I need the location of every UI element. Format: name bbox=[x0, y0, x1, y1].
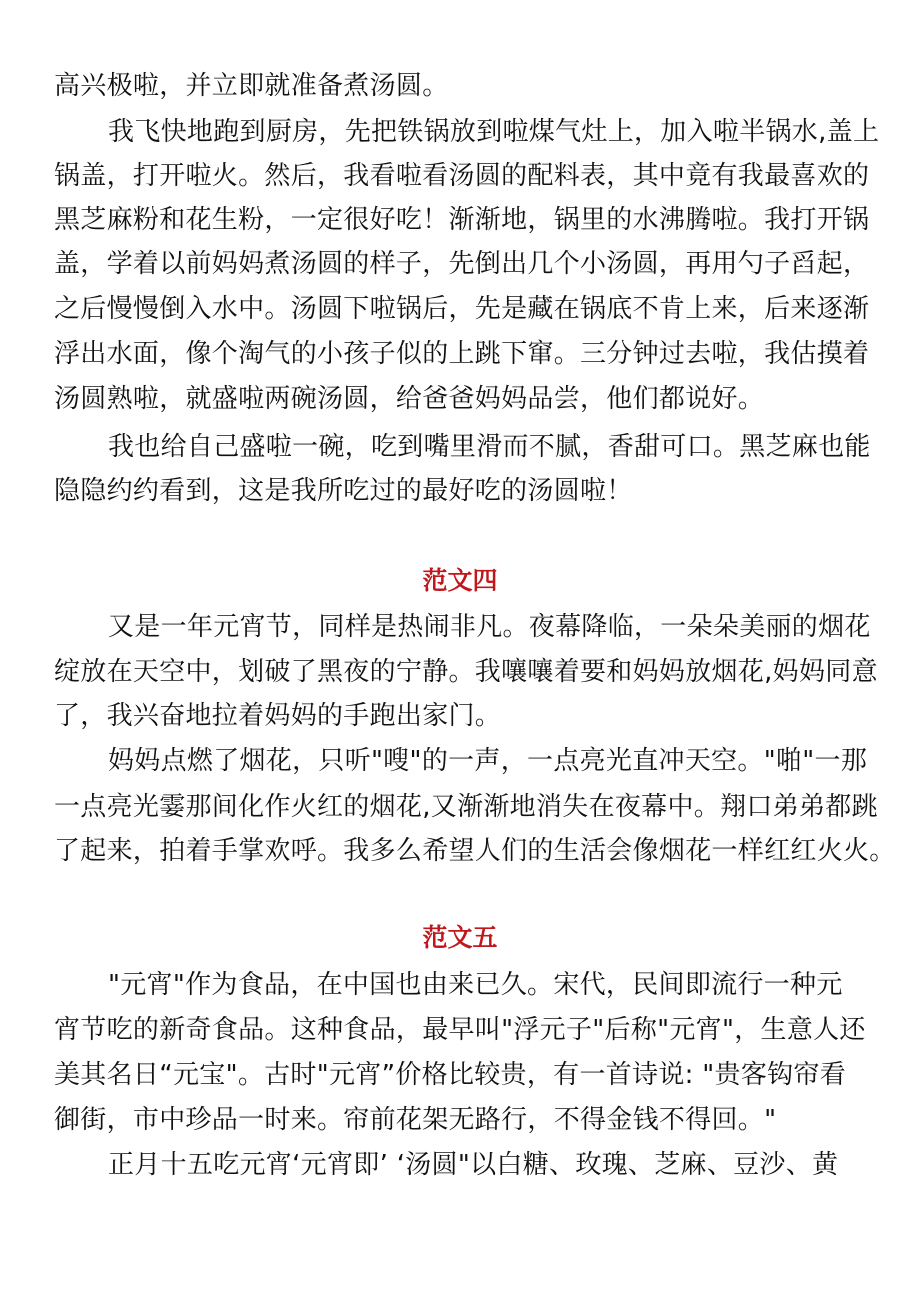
paragraph-line: 正月十五吃元宵‘元宵即’ ‘汤圆"以白糖、玫瑰、芝麻、豆沙、黄 bbox=[108, 1150, 839, 1180]
paragraph-line: 汤圆熟啦，就盛啦两碗汤圆，给爸爸妈妈品尝，他们都说好。 bbox=[54, 384, 765, 414]
paragraph-line: 锅盖，打开啦火。然后，我看啦看汤圆的配料表，其中竟有我最喜欢的 bbox=[54, 161, 870, 191]
paragraph-line: 了，我兴奋地拉着妈妈的手跑出家门。 bbox=[54, 701, 502, 731]
paragraph-line: 了起来，拍着手掌欢呼。我多么希望人们的生活会像烟花一样红红火火。 bbox=[54, 836, 896, 866]
paragraph-line: 又是一年元宵节，同样是热闹非凡。夜幕降临，一朵朵美丽的烟花 bbox=[108, 612, 871, 642]
paragraph-line: 之后慢慢倒入水中。汤圆下啦锅后，先是藏在锅底不肯上来，后来逐渐 bbox=[54, 294, 870, 324]
paragraph-line: 高兴极啦，并立即就准备煮汤圆。 bbox=[54, 71, 449, 101]
paragraph-line: 盖，学着以前妈妈煮汤圆的样子，先倒出几个小汤圆，再用勺子舀起， bbox=[54, 249, 870, 279]
paragraph-line: 宵节吃的新奇食品。这种食品，最早叫"浮元子"后称"元宵"，生意人还 bbox=[54, 1015, 866, 1045]
paragraph-line: 妈妈点燃了烟花，只听"嗖"的一声，一点亮光直冲天空。"啪"一那 bbox=[108, 746, 868, 776]
paragraph-line: 我也给自己盛啦一碗，吃到嘴里滑而不腻，香甜可口。黑芝麻也能 bbox=[108, 432, 871, 462]
section-heading: 范文四 bbox=[422, 566, 498, 595]
paragraph-line: 御街，市中珍品一时来。帘前花架无路行，不得金钱不得回。" bbox=[54, 1105, 777, 1135]
paragraph-line: 绽放在天空中，划破了黑夜的宁静。我嚷嚷着要和妈妈放烟花,妈妈同意 bbox=[54, 657, 878, 687]
paragraph-line: 浮出水面，像个淘气的小孩子似的上跳下窜。三分钟过去啦，我估摸着 bbox=[54, 339, 870, 369]
paragraph-line: 黑芝麻粉和花生粉，一定很好吃！渐渐地，锅里的水沸腾啦。我打开锅 bbox=[54, 205, 870, 235]
section-heading: 范文五 bbox=[422, 923, 498, 952]
paragraph-line: 一点亮光霎那间化作火红的烟花,又渐渐地消失在夜幕中。翔口弟弟都跳 bbox=[54, 792, 878, 822]
paragraph-line: "元宵"作为食品，在中国也由来已久。宋代，民间即流行一种元 bbox=[108, 970, 843, 1000]
paragraph-line: 我飞快地跑到厨房，先把铁锅放到啦煤气灶上，加入啦半锅水,盖上 bbox=[108, 117, 880, 147]
paragraph-line: 美其名日“元宝"。古时"元宵”价格比较贵，有一首诗说: "贵客钩帘看 bbox=[54, 1060, 847, 1090]
paragraph-line: 隐隐约约看到，这是我所吃过的最好吃的汤圆啦！ bbox=[54, 476, 633, 506]
